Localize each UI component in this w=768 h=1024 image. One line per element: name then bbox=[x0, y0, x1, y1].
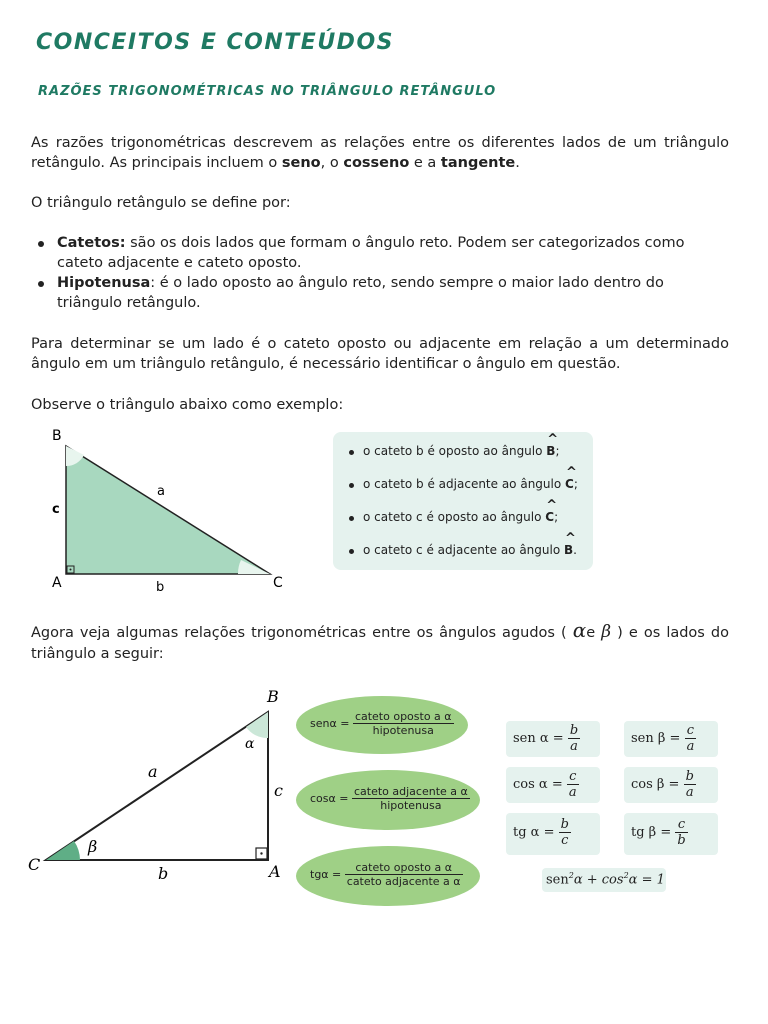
formula-fn: cos β = bbox=[631, 777, 680, 792]
oval-num: cateto oposto a α bbox=[354, 710, 452, 723]
tangente-term: tangente bbox=[440, 155, 516, 171]
item-text: o cateto b é adjacente ao ângulo bbox=[363, 477, 566, 491]
identity-exp: 2 bbox=[623, 871, 629, 880]
observe-text: Observe o triângulo abaixo como exemplo: bbox=[31, 397, 344, 413]
vertex-c-label: C bbox=[273, 575, 283, 591]
right-angle-dot bbox=[70, 569, 72, 571]
side-b-label: b bbox=[156, 580, 165, 595]
side-a-label: a bbox=[157, 484, 165, 499]
list-item bbox=[349, 543, 577, 557]
side-c-label: c bbox=[274, 781, 283, 800]
formula-num: c bbox=[685, 723, 697, 739]
side-c-label: c bbox=[52, 502, 60, 517]
formula-cos-alpha bbox=[506, 767, 600, 803]
list-item bbox=[31, 273, 731, 313]
side-b-label: b bbox=[158, 864, 169, 883]
formula-den: a bbox=[685, 785, 694, 800]
oval-sen-formula bbox=[296, 696, 468, 754]
item-text: o cateto b é oposto ao ângulo bbox=[363, 444, 547, 458]
item-text: o cateto c é adjacente ao ângulo bbox=[363, 543, 564, 557]
formula-fn: tg β = bbox=[631, 825, 672, 840]
page-subheading: RAZÕES TRIGONOMÉTRICAS NO TRIÂNGULO RETÂNGULO bbox=[38, 84, 497, 99]
formula-den: a bbox=[570, 739, 578, 754]
angle-label: ^ B bbox=[564, 543, 573, 557]
bullet-text: são os dois lados que formam o ângulo reto. Podem ser categorizados como cateto adjacente e cateto oposto. bbox=[57, 235, 685, 271]
definition-list bbox=[31, 233, 731, 313]
oval-tg-formula bbox=[296, 846, 480, 906]
identity-exp: 2 bbox=[568, 871, 574, 880]
formula-tg-alpha bbox=[506, 813, 600, 855]
oval-fn: cosα = bbox=[310, 792, 349, 805]
triangle-example-1 bbox=[40, 424, 300, 596]
alpha-label: α bbox=[245, 736, 255, 752]
agora-text: Agora veja algumas relações trigonométricas entre os ângulos agudos ( bbox=[31, 625, 573, 641]
formula-sen-alpha bbox=[506, 721, 600, 757]
page-heading: CONCEITOS E CONTEÚDOS bbox=[36, 30, 394, 55]
beta-label: β bbox=[88, 837, 98, 856]
item-text: o cateto c é oposto ao ângulo bbox=[363, 510, 546, 524]
vertex-c-label: C bbox=[28, 855, 41, 874]
item-end: ; bbox=[573, 477, 578, 491]
list-item bbox=[349, 477, 578, 491]
oval-fn: senα = bbox=[310, 717, 350, 730]
right-angle-dot bbox=[260, 852, 262, 854]
angle-beta-arc bbox=[46, 841, 80, 860]
formula-num: c bbox=[675, 817, 687, 833]
formula-num: c bbox=[567, 769, 579, 785]
oval-fn: tgα = bbox=[310, 868, 342, 881]
cosseno-term: cosseno bbox=[343, 155, 410, 171]
oval-den: hipotenusa bbox=[372, 724, 434, 737]
bullet-term: Hipotenusa bbox=[57, 275, 151, 291]
formula-tg-beta bbox=[624, 813, 718, 855]
vertex-b-label: B bbox=[267, 687, 279, 706]
formula-sen-beta bbox=[624, 721, 718, 757]
formula-num: b bbox=[685, 769, 694, 784]
intro-sep: e a bbox=[409, 155, 441, 171]
agora-paragraph bbox=[31, 620, 729, 665]
angle-label: ^ B bbox=[546, 444, 555, 458]
intro-end: . bbox=[515, 155, 520, 171]
seno-term: seno bbox=[281, 155, 321, 171]
formula-num: b bbox=[560, 817, 569, 832]
formula-fn: sen α = bbox=[513, 731, 564, 746]
intro-sep: , o bbox=[320, 155, 344, 171]
oval-num: cateto oposto a α bbox=[345, 861, 463, 875]
definition-intro: O triângulo retângulo se define por: bbox=[31, 195, 291, 211]
triangle-shape bbox=[66, 446, 270, 574]
list-item bbox=[31, 233, 731, 273]
intro-text: As razões trigonométricas descrevem as relações entre os diferentes lados de um triângulo retângulo. As principais incluem o bbox=[31, 135, 729, 171]
item-end: ; bbox=[554, 510, 559, 524]
formula-fn: cos α = bbox=[513, 777, 563, 792]
formula-den: b bbox=[677, 833, 686, 848]
formula-cos-beta bbox=[624, 767, 718, 803]
determine-paragraph: Para determinar se um lado é o cateto oposto ou adjacente em relação a um determinado ângulo em um triângulo retângulo, é necessário identificar o ângulo em questão. bbox=[31, 336, 729, 372]
vertex-a-label: A bbox=[269, 862, 281, 881]
bullet-term: Catetos: bbox=[57, 235, 126, 251]
identity-mid: α + cos bbox=[573, 872, 624, 888]
identity-end: α = 1 bbox=[628, 872, 665, 888]
oval-den: cateto adjacente a α bbox=[346, 875, 461, 888]
formula-den: a bbox=[568, 785, 577, 800]
identity-sen: sen bbox=[546, 872, 569, 888]
agora-text: ) e os lados do triângulo a seguir: bbox=[31, 625, 729, 662]
angle-label: ^ C bbox=[565, 477, 574, 491]
formula-num: b bbox=[569, 723, 579, 738]
oval-cos-formula bbox=[296, 770, 480, 830]
formula-fn: sen β = bbox=[631, 731, 681, 746]
agora-e: e bbox=[586, 625, 602, 641]
list-item bbox=[349, 510, 558, 524]
triangle-shape bbox=[46, 712, 268, 860]
beta-symbol: β bbox=[601, 622, 612, 642]
formula-fn: tg α = bbox=[513, 825, 555, 840]
alpha-symbol: α bbox=[572, 618, 587, 642]
list-item bbox=[349, 444, 559, 458]
formula-den: a bbox=[686, 739, 695, 754]
pythagorean-identity bbox=[542, 868, 666, 892]
side-a-label: a bbox=[148, 762, 158, 781]
oval-num: cateto adjacente a α bbox=[353, 785, 468, 798]
angle-c-arc bbox=[238, 560, 270, 574]
formula-den: c bbox=[561, 833, 569, 848]
intro-paragraph bbox=[31, 133, 729, 173]
oval-den: hipotenusa bbox=[380, 799, 442, 812]
vertex-a-label: A bbox=[52, 575, 62, 591]
bullet-text: : é o lado oposto ao ângulo reto, sendo sempre o maior lado dentro do triângulo retângulo. bbox=[57, 275, 664, 311]
item-end: ; bbox=[555, 444, 560, 458]
item-end: . bbox=[573, 543, 577, 557]
vertex-b-label: B bbox=[52, 428, 62, 444]
cateto-info-box bbox=[333, 432, 593, 570]
triangle-example-2 bbox=[24, 684, 290, 888]
angle-label: ^ C bbox=[545, 510, 554, 524]
